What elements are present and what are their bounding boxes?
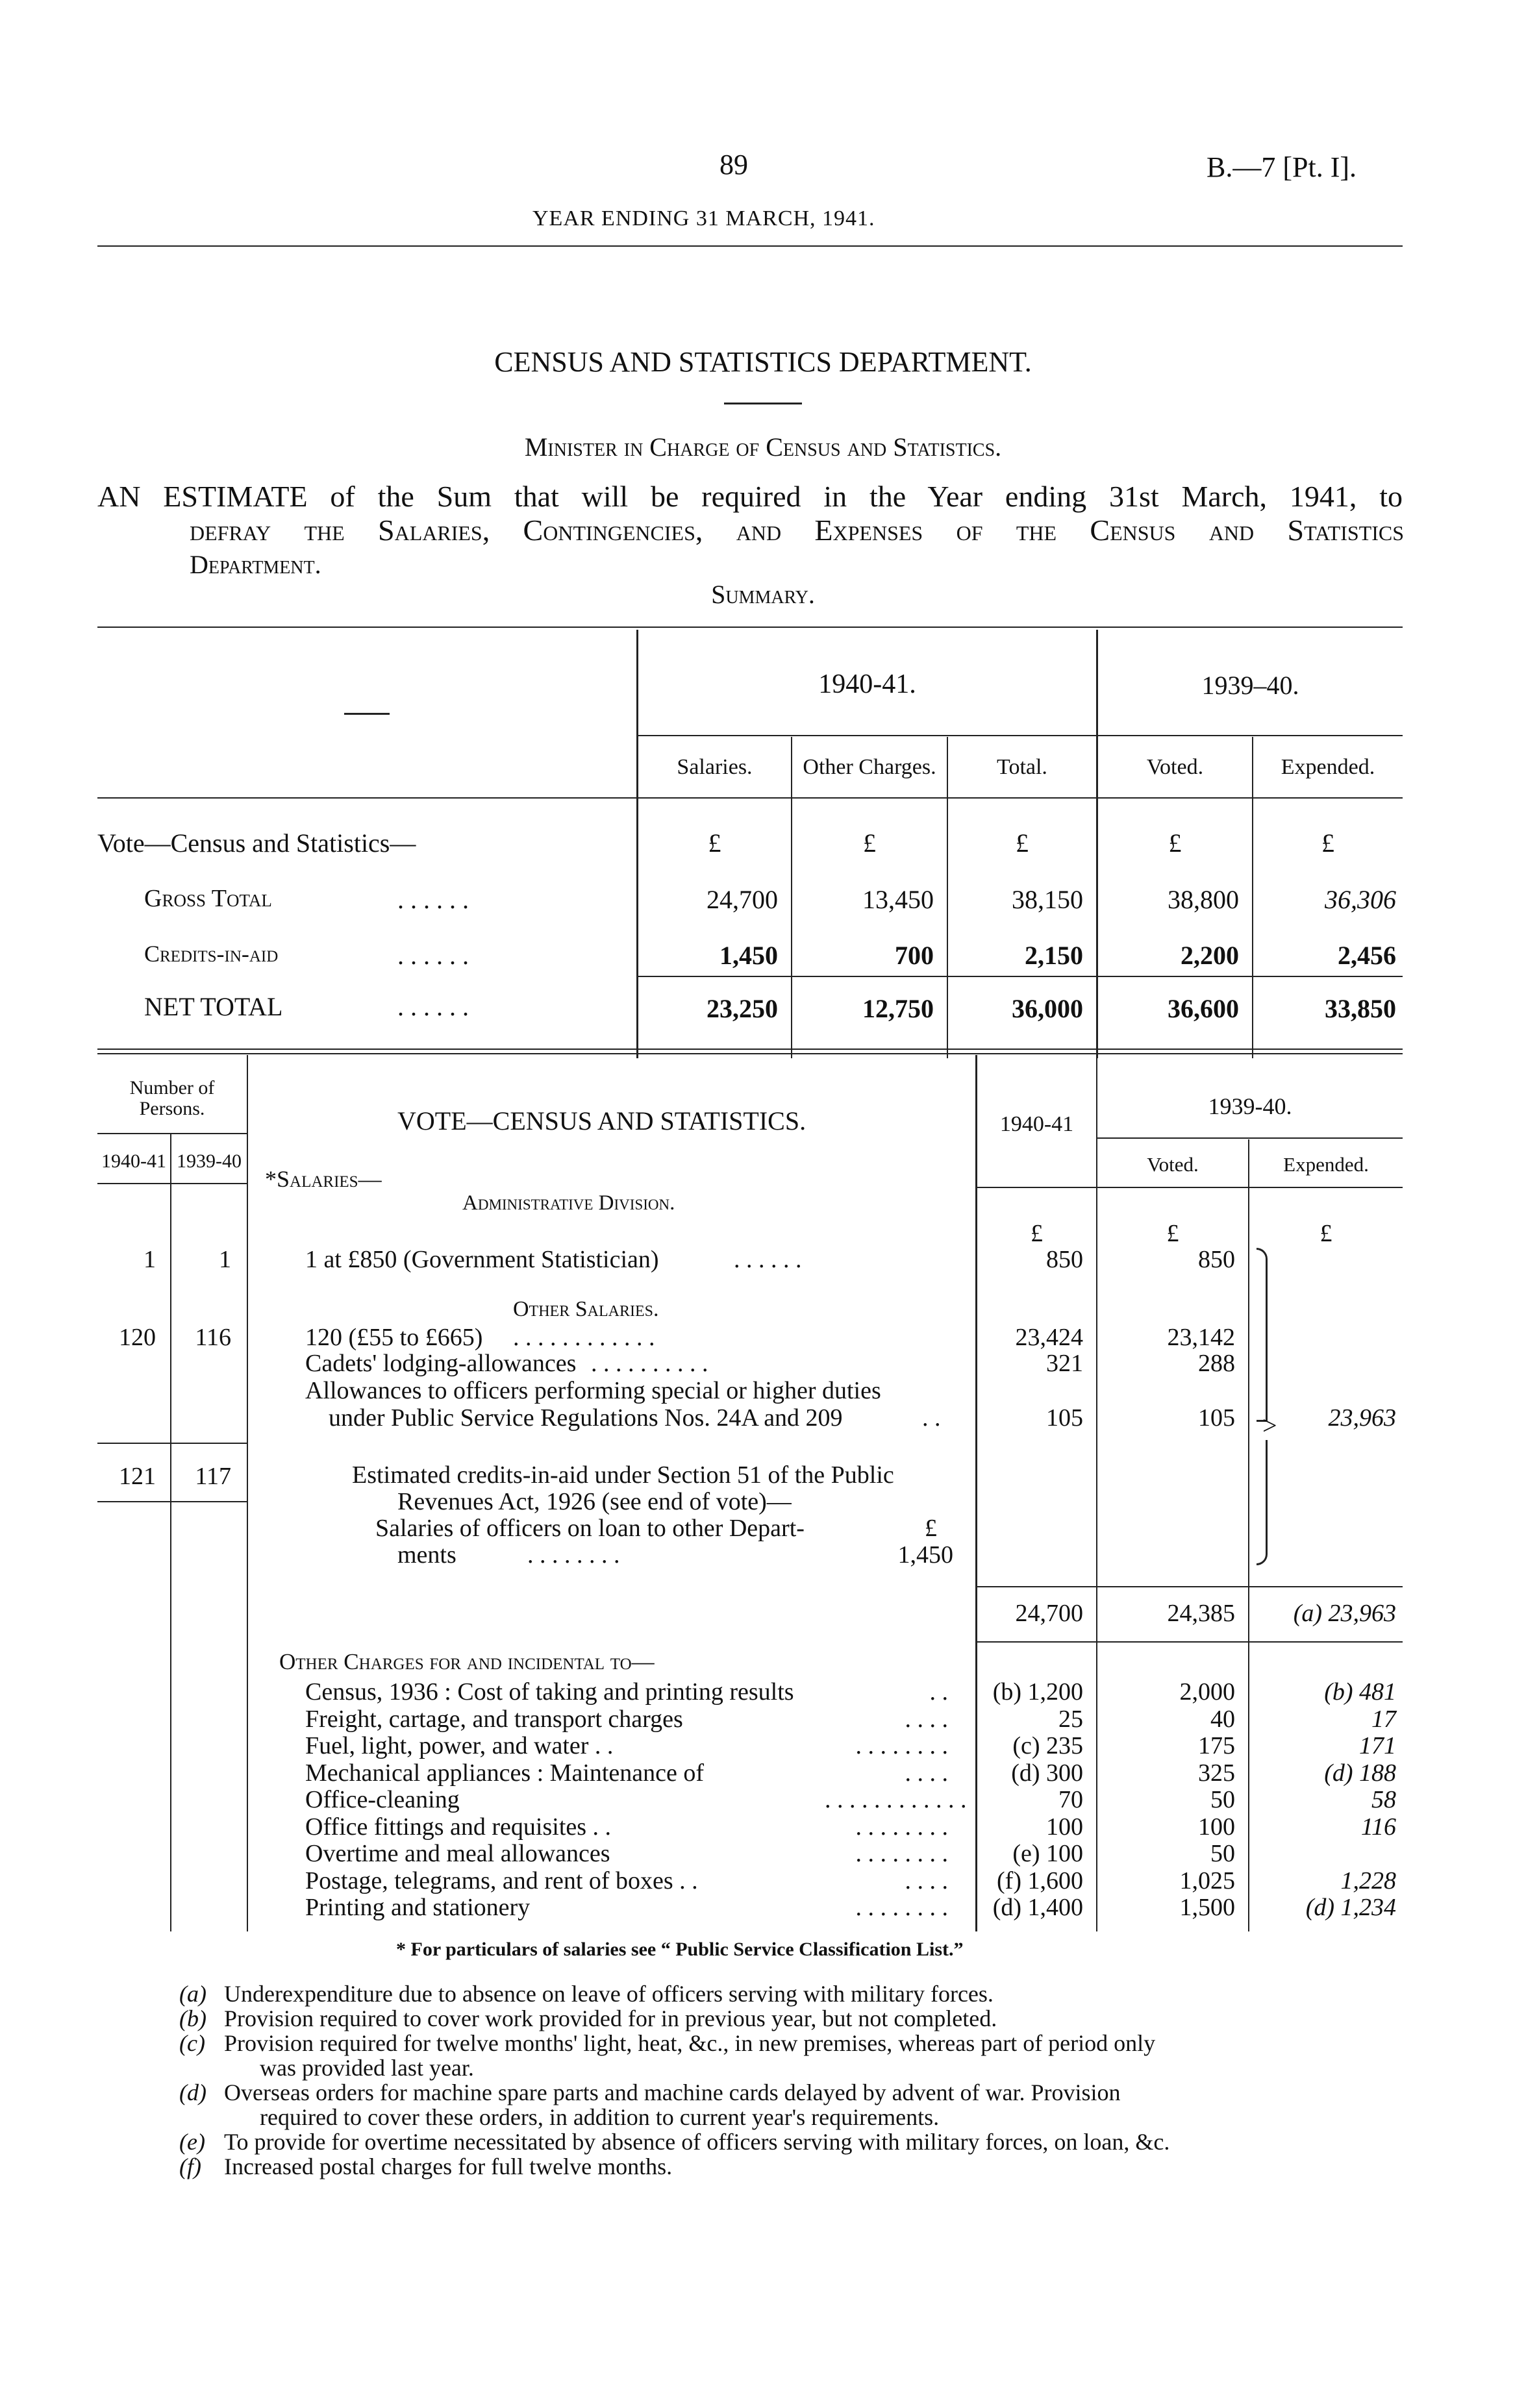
expended-brace-lower (1257, 1440, 1268, 1565)
summary-year-current: 1940-41. (818, 669, 916, 699)
persons-col-1940: 1940-41 (101, 1150, 166, 1172)
row-label: Printing and stationery (305, 1894, 531, 1921)
vote-label: Vote—Census and Statistics— (97, 828, 416, 858)
leader-dots: . . . . . . . . . . . . (825, 1786, 967, 1813)
credits-line-4: ments (397, 1541, 457, 1569)
leader-dots: . . . . . . . . (527, 1541, 620, 1569)
note-text: required to cover these orders, in addition to current year's requirements. (260, 2104, 940, 2130)
value-current: 25 (1058, 1706, 1083, 1733)
value-expended: 171 (1359, 1732, 1396, 1759)
row-label: Census, 1936 : Cost of taking and printing results (305, 1678, 794, 1706)
leader-dots: . . . . . . . . . . (591, 1350, 708, 1377)
leader-dots: . . . . . . (397, 885, 469, 914)
leader-dots: . . . . . . (734, 1246, 802, 1273)
value-expended: (d) 188 (1324, 1759, 1396, 1787)
minister-line: Minister in Charge of Census and Statistics. (524, 432, 1002, 462)
credits-line-2: Revenues Act, 1926 (see end of vote)— (397, 1488, 792, 1515)
leader-dots: . . . . (905, 1759, 948, 1787)
leader-dots: . . . . . . . . (855, 1813, 948, 1841)
col-total: Total. (997, 755, 1047, 779)
page-number: 89 (719, 149, 748, 180)
value-expended: (d) 1,234 (1305, 1894, 1396, 1921)
note-text: Overseas orders for machine spare parts and machine cards delayed by advent of war. Provision (224, 2079, 1121, 2105)
leader-dots: . . (922, 1404, 941, 1432)
year-ending: YEAR ENDING 31 MARCH, 1941. (532, 206, 875, 230)
value-current: 321 (1046, 1350, 1083, 1377)
admin-division-heading: Administrative Division. (462, 1191, 675, 1215)
other-salaries-heading: Other Salaries. (513, 1297, 659, 1321)
note-marker: (b) (179, 2005, 206, 2031)
note-marker: (f) (179, 2154, 201, 2179)
salaries-heading: *Salaries— (265, 1166, 382, 1192)
col-expended: Expended. (1281, 755, 1375, 779)
credits-line-3: Salaries of officers on loan to other Depart- (375, 1515, 805, 1542)
note-marker: (d) (179, 2079, 206, 2105)
value-voted: 36,600 (1168, 994, 1239, 1023)
value-current: 24,700 (1015, 1600, 1083, 1627)
value-current: (d) 300 (1011, 1759, 1083, 1787)
value-voted: 175 (1198, 1732, 1235, 1759)
currency-symbol: £ (1031, 1220, 1043, 1247)
vote-title: VOTE—CENSUS AND STATISTICS. (397, 1106, 807, 1136)
leader-dots: . . . . . . (397, 992, 469, 1021)
vote-col-voted: Voted. (1147, 1153, 1199, 1176)
summary-blank-dash (344, 713, 390, 715)
currency-symbol: £ (708, 828, 721, 858)
estimate-line-2: defray the Salaries, Contingencies, and Expenses of the Census and Statistics (190, 514, 1404, 547)
value-voted: 288 (1198, 1350, 1235, 1377)
row-label: Cadets' lodging-allowances (305, 1350, 577, 1377)
leader-dots: . . . . (905, 1706, 948, 1733)
note-marker: (c) (179, 2030, 205, 2056)
value-current: (e) 100 (1012, 1840, 1083, 1867)
summary-heading: Summary. (711, 580, 815, 609)
value-other: 13,450 (862, 885, 934, 914)
persons-total-1940: 121 (119, 1463, 156, 1490)
leader-dots: . . . . . . . . (855, 1732, 948, 1759)
row-label: Freight, cartage, and transport charges (305, 1706, 683, 1733)
row-label: Fuel, light, power, and water . . (305, 1732, 614, 1759)
value-voted: 325 (1198, 1759, 1235, 1787)
row-label: NET TOTAL (144, 992, 283, 1021)
value-current: (d) 1,400 (992, 1894, 1083, 1921)
row-label-line-2: under Public Service Regulations Nos. 24A and 209 (329, 1404, 843, 1432)
value-voted: 105 (1198, 1404, 1235, 1432)
currency-symbol: £ (1320, 1220, 1332, 1247)
leader-dots: . . . . . . . . (855, 1840, 948, 1867)
value-current: 850 (1046, 1246, 1083, 1273)
expended-brace-upper (1257, 1248, 1268, 1422)
value-total: 36,000 (1012, 994, 1083, 1023)
value-voted: 100 (1198, 1813, 1235, 1841)
brace-point: > (1262, 1411, 1277, 1440)
row-label: Office-cleaning (305, 1786, 460, 1813)
persons-header: Number of Persons. (129, 1077, 215, 1119)
persons-1939: 1 (219, 1246, 231, 1273)
other-charges-heading: Other Charges for and incidental to— (279, 1649, 655, 1674)
estimate-line-1: AN ESTIMATE of the Sum that will be required in the Year ending 31st March, 1941, to (97, 480, 1403, 513)
salaries-expended: 23,963 (1328, 1404, 1396, 1432)
note-text: Increased postal charges for full twelve months. (224, 2154, 673, 2179)
value-expended: 58 (1371, 1786, 1396, 1813)
row-label: 120 (£55 to £665) (305, 1324, 483, 1351)
row-label: 1 at £850 (Government Statistician) (305, 1246, 659, 1273)
credits-line-1: Estimated credits-in-aid under Section 51 of the Public (352, 1461, 894, 1489)
value-current: 70 (1058, 1786, 1083, 1813)
value-current: 105 (1046, 1404, 1083, 1432)
persons-total-1939: 117 (195, 1463, 231, 1490)
value-current: 23,424 (1015, 1324, 1083, 1351)
value-total: 38,150 (1012, 885, 1083, 914)
value-total: 2,150 (1025, 941, 1083, 970)
note-text: was provided last year. (260, 2055, 474, 2081)
persons-1940: 120 (119, 1324, 156, 1351)
value-voted: 2,000 (1179, 1678, 1235, 1706)
leader-dots: . . . . (905, 1867, 948, 1894)
row-label: Gross Total (144, 885, 272, 912)
leader-dots: . . . . . . . . . . . . (513, 1324, 655, 1351)
row-label: Overtime and meal allowances (305, 1840, 610, 1867)
value-voted: 1,025 (1179, 1867, 1235, 1894)
note-text: Provision required for twelve months' light, heat, &c., in new premises, whereas part of period only (224, 2030, 1156, 2056)
salaries-footnote: * For particulars of salaries see “ Public Service Classification List.” (396, 1939, 964, 1960)
value-voted: 2,200 (1181, 941, 1239, 970)
value-expended: 33,850 (1325, 994, 1396, 1023)
value-salaries: 23,250 (707, 994, 778, 1023)
row-label-line-1: Allowances to officers performing special or higher duties (305, 1377, 881, 1404)
value-expended: 17 (1371, 1706, 1396, 1733)
vote-year-current: 1940-41 (999, 1112, 1074, 1136)
value-voted: 50 (1210, 1786, 1235, 1813)
value-other: 12,750 (862, 994, 934, 1023)
header-rule (97, 245, 1403, 247)
value-current: (c) 235 (1012, 1732, 1083, 1759)
currency-symbol: £ (1321, 828, 1334, 858)
value-expended: 2,456 (1338, 941, 1396, 970)
note-marker: (a) (179, 1981, 206, 2007)
value-voted: 24,385 (1167, 1600, 1235, 1627)
leader-dots: . . . . . . . . (855, 1894, 948, 1921)
note-text: Provision required to cover work provided for in previous year, but not completed. (224, 2005, 997, 2031)
col-salaries: Salaries. (677, 755, 753, 779)
value-current: (f) 1,600 (997, 1867, 1083, 1894)
note-text: To provide for overtime necessitated by absence of officers serving with military forces, on loan, &c. (224, 2129, 1170, 2155)
value-expended: 1,228 (1340, 1867, 1396, 1894)
currency-symbol: £ (1016, 828, 1029, 858)
value-expended: 36,306 (1325, 885, 1396, 914)
department-title: CENSUS AND STATISTICS DEPARTMENT. (494, 346, 1032, 378)
vote-year-previous: 1939-40. (1208, 1093, 1292, 1119)
value-other: 700 (895, 941, 934, 970)
value-voted: 50 (1210, 1840, 1235, 1867)
currency-symbol: £ (1166, 1220, 1179, 1247)
leader-dots: . . (929, 1678, 948, 1706)
value-voted: 38,800 (1168, 885, 1239, 914)
value-expended: 116 (1360, 1813, 1396, 1841)
value-expended: (b) 481 (1324, 1678, 1396, 1706)
row-label: Credits-in-aid (144, 941, 279, 967)
persons-1939: 116 (195, 1324, 231, 1351)
row-label: Mechanical appliances : Maintenance of (305, 1759, 705, 1787)
row-label: Office fittings and requisites . . (305, 1813, 612, 1841)
note-text: Underexpenditure due to absence on leave of officers serving with military forces. (224, 1981, 994, 2007)
value-voted: 850 (1198, 1246, 1235, 1273)
value-voted: 40 (1210, 1706, 1235, 1733)
note-marker: (e) (179, 2129, 205, 2155)
row-label: Postage, telegrams, and rent of boxes . . (305, 1867, 698, 1894)
value-salaries: 1,450 (719, 941, 778, 970)
value-voted: 1,500 (1179, 1894, 1235, 1921)
value-voted: 23,142 (1167, 1324, 1235, 1351)
credits-pound: £ (925, 1515, 937, 1542)
col-voted: Voted. (1146, 755, 1204, 779)
credits-amount: 1,450 (897, 1541, 953, 1569)
estimate-line-3: Department. (190, 550, 321, 579)
document-reference: B.—7 [Pt. I]. (1207, 151, 1357, 183)
leader-dots: . . . . . . (397, 941, 469, 970)
vote-col-expended: Expended. (1283, 1153, 1369, 1176)
col-other-charges: Other Charges. (803, 755, 936, 779)
summary-year-previous: 1939–40. (1201, 671, 1299, 700)
currency-symbol: £ (1168, 828, 1182, 858)
title-rule (724, 403, 802, 404)
value-salaries: 24,700 (707, 885, 778, 914)
persons-1940: 1 (144, 1246, 156, 1273)
currency-symbol: £ (863, 828, 876, 858)
value-expended: (a) 23,963 (1293, 1600, 1396, 1627)
value-current: (b) 1,200 (992, 1678, 1083, 1706)
value-current: 100 (1046, 1813, 1083, 1841)
persons-col-1939: 1939-40 (177, 1150, 242, 1172)
